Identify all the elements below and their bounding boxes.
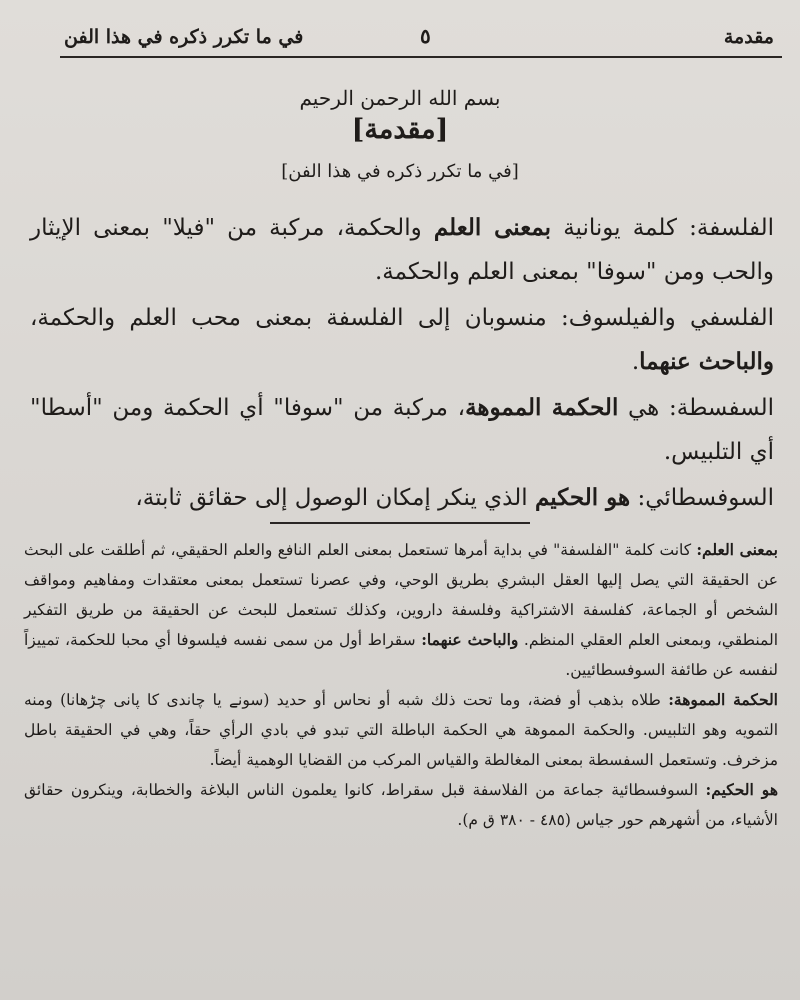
footnoted-phrase: والباحث عنهما <box>639 348 774 375</box>
text-run: منسوبان إلى الفلسفة بمعنى محب العلم والحكمة، <box>30 305 562 331</box>
running-title: في ما تكرر ذكره في هذا الفن <box>64 26 304 48</box>
footnote <box>24 535 778 685</box>
chapter-label: مقدمة <box>723 26 774 48</box>
term: الفلسفي والفيلسوف: <box>561 305 774 331</box>
text-run: . <box>631 349 640 375</box>
text-run: كلمة يونانية <box>551 215 690 241</box>
footnote-term: بمعنى العلم: <box>696 540 778 559</box>
main-text <box>30 206 774 522</box>
text-run: هي <box>618 395 669 421</box>
page-number: ٥ <box>420 24 431 48</box>
footnote <box>24 685 778 775</box>
section-title: [مقدمة] <box>351 114 449 145</box>
section-subtitle: [في ما تكرر ذكره في هذا الفن] <box>281 161 519 182</box>
footnote-term: هو الحكيم: <box>705 780 778 799</box>
footnoted-phrase: الحكمة المموهة <box>465 394 619 421</box>
basmala: بسم الله الرحمن الرحيم <box>299 86 501 110</box>
term: الفلسفة: <box>689 215 774 241</box>
footnote-text: كانت كلمة "الفلسفة" في بداية أمرها تستعمل بمعنى العلم النافع والعلم الحقيقي، ثم أطلقت على البحث عن الحقيقة التي يصل إليها العقل البشري بطريق الوحي، وفي عصرنا تستعمل بمعنى معتقدات ومفاهيم ومواقف الشخص أو الجماعة، كفلسفة الاشتراكية وفلسفة داروين، وكذلك تستعمل للبحث عن الحقيقة من طريق التفكير المنطقي، وبمعنى العلم العقلي المنظم. <box>24 541 779 649</box>
footnote-text: السوفسطائية جماعة من الفلاسفة قبل سقراط، كانوا يعلمون الناس البلاغة والخطابة، وينكرون حقائق الأشياء، من أشهرهم حور جياس (٤٨٥ - ٣٨٠ ق م). <box>24 781 778 829</box>
running-header <box>60 22 782 58</box>
text-run: ، مركبة من "سوفا" أي الحكمة ومن "أسطا" أي التلبيس. <box>30 395 774 465</box>
definition-sufistai <box>30 476 774 520</box>
footnote-term: الحكمة المموهة: <box>668 690 778 709</box>
footnote <box>24 775 778 835</box>
footnote-text: طلاه بذهب أو فضة، وما تحت ذلك شبه أو نحاس أو حديد (سونے یا چاندی کا پانی چڑھانا) ومنه التمويه وهو التلبيس. والحكمة المموهة هي الحكمة الباطلة التي تبدو في بادي الرأي حقاً، وهي في الحقيقة باطل مزخرف. وتستعمل السفسطة بمعنى المغالطة والقياس المركب من القضايا الوهمية أيضاً. <box>24 691 778 769</box>
definition-falsafa <box>30 206 774 294</box>
term: السفسطة: <box>668 395 775 421</box>
footnote-divider <box>270 522 530 524</box>
footnote-text: سقراط أول من سمى نفسه فيلسوفا أي محبا للحكمة، تمييزاً لنفسه عن طائفة السوفسطائيين. <box>24 631 778 679</box>
definition-safsata <box>30 386 774 474</box>
term: السوفسطائي: <box>637 485 774 511</box>
footnoted-phrase: بمعنى العلم <box>433 214 552 241</box>
footnote-term: والباحث عنهما: <box>421 630 519 649</box>
text-run: الذي ينكر إمكان الوصول إلى حقائق ثابتة، <box>135 485 535 511</box>
text-run: والحكمة، مركبة من "فيلا" بمعنى الإيثار والحب ومن "سوفا" بمعنى العلم والحكمة. <box>30 215 774 285</box>
definition-faylasuf <box>30 296 774 384</box>
footnoted-phrase: هو الحكيم <box>534 484 631 511</box>
footnotes <box>24 535 778 835</box>
